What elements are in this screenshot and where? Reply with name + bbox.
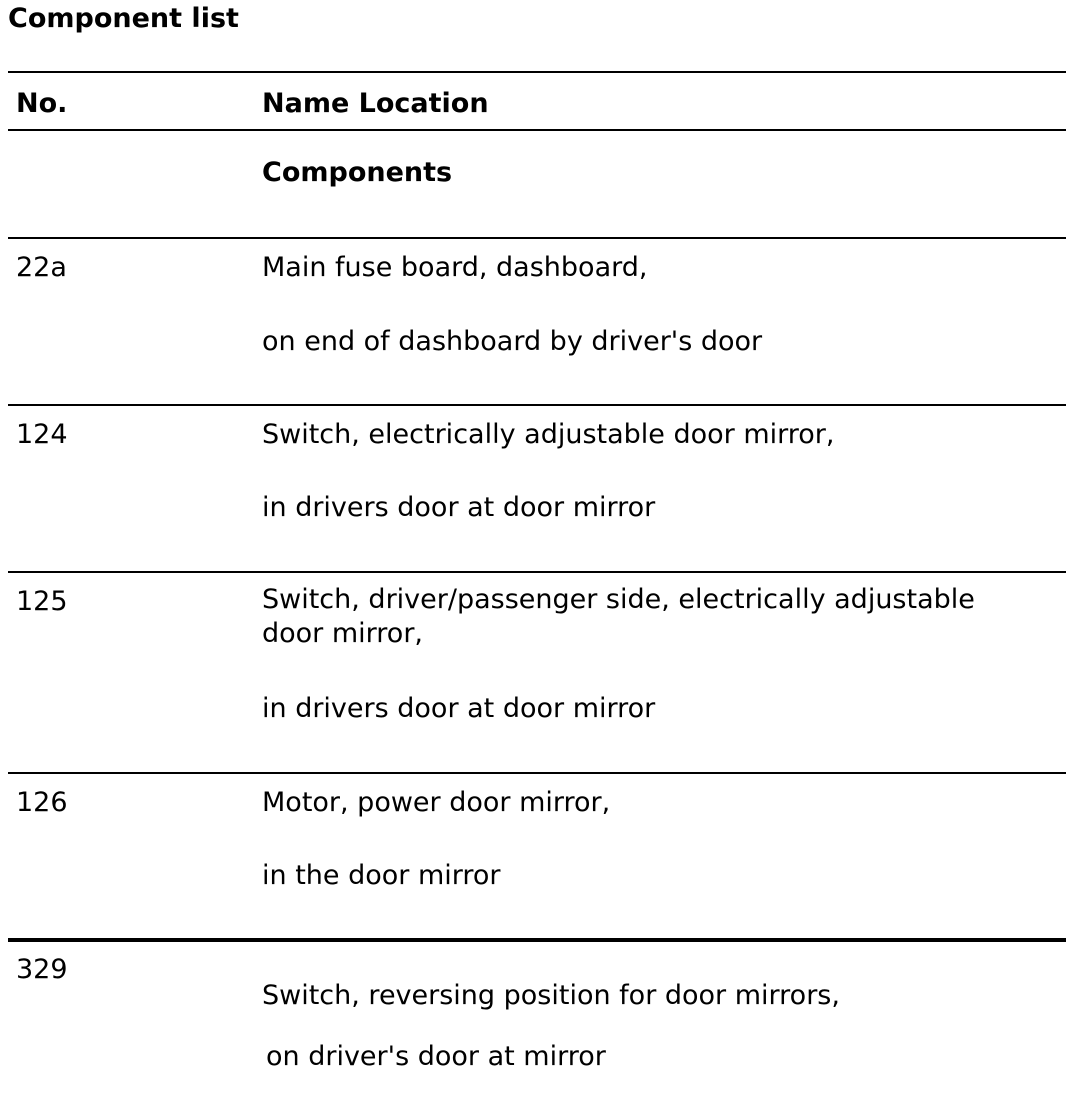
- header-bottom-rule: [8, 129, 1066, 131]
- row-location: in the door mirror: [262, 860, 501, 891]
- page-title: Component list: [8, 3, 239, 34]
- row-name: Switch, reversing position for door mirrors,: [262, 980, 840, 1011]
- row-number: 124: [16, 419, 68, 450]
- header-name-location: Name Location: [262, 88, 489, 119]
- row-location: on driver's door at mirror: [266, 1041, 606, 1072]
- row-number: 126: [16, 787, 68, 818]
- row-location: on end of dashboard by driver's door: [262, 326, 763, 357]
- row-divider: [8, 938, 1066, 942]
- row-name: Switch, driver/passenger side, electrically adjustable door mirror,: [262, 584, 975, 649]
- row-name: Switch, electrically adjustable door mirror,: [262, 419, 835, 450]
- row-location: in drivers door at door mirror: [262, 492, 656, 523]
- row-divider: [8, 404, 1066, 406]
- header-no: No.: [16, 88, 68, 119]
- row-name: Main fuse board, dashboard,: [262, 252, 648, 283]
- row-divider: [8, 772, 1066, 774]
- row-name: Motor, power door mirror,: [262, 787, 611, 818]
- table-top-rule: [8, 71, 1066, 73]
- row-divider: [8, 237, 1066, 239]
- row-divider: [8, 571, 1066, 573]
- section-label: Components: [262, 157, 453, 188]
- row-number: 125: [16, 586, 68, 617]
- row-number: 329: [16, 954, 68, 985]
- row-number: 22a: [16, 252, 67, 283]
- row-location: in drivers door at door mirror: [262, 693, 656, 724]
